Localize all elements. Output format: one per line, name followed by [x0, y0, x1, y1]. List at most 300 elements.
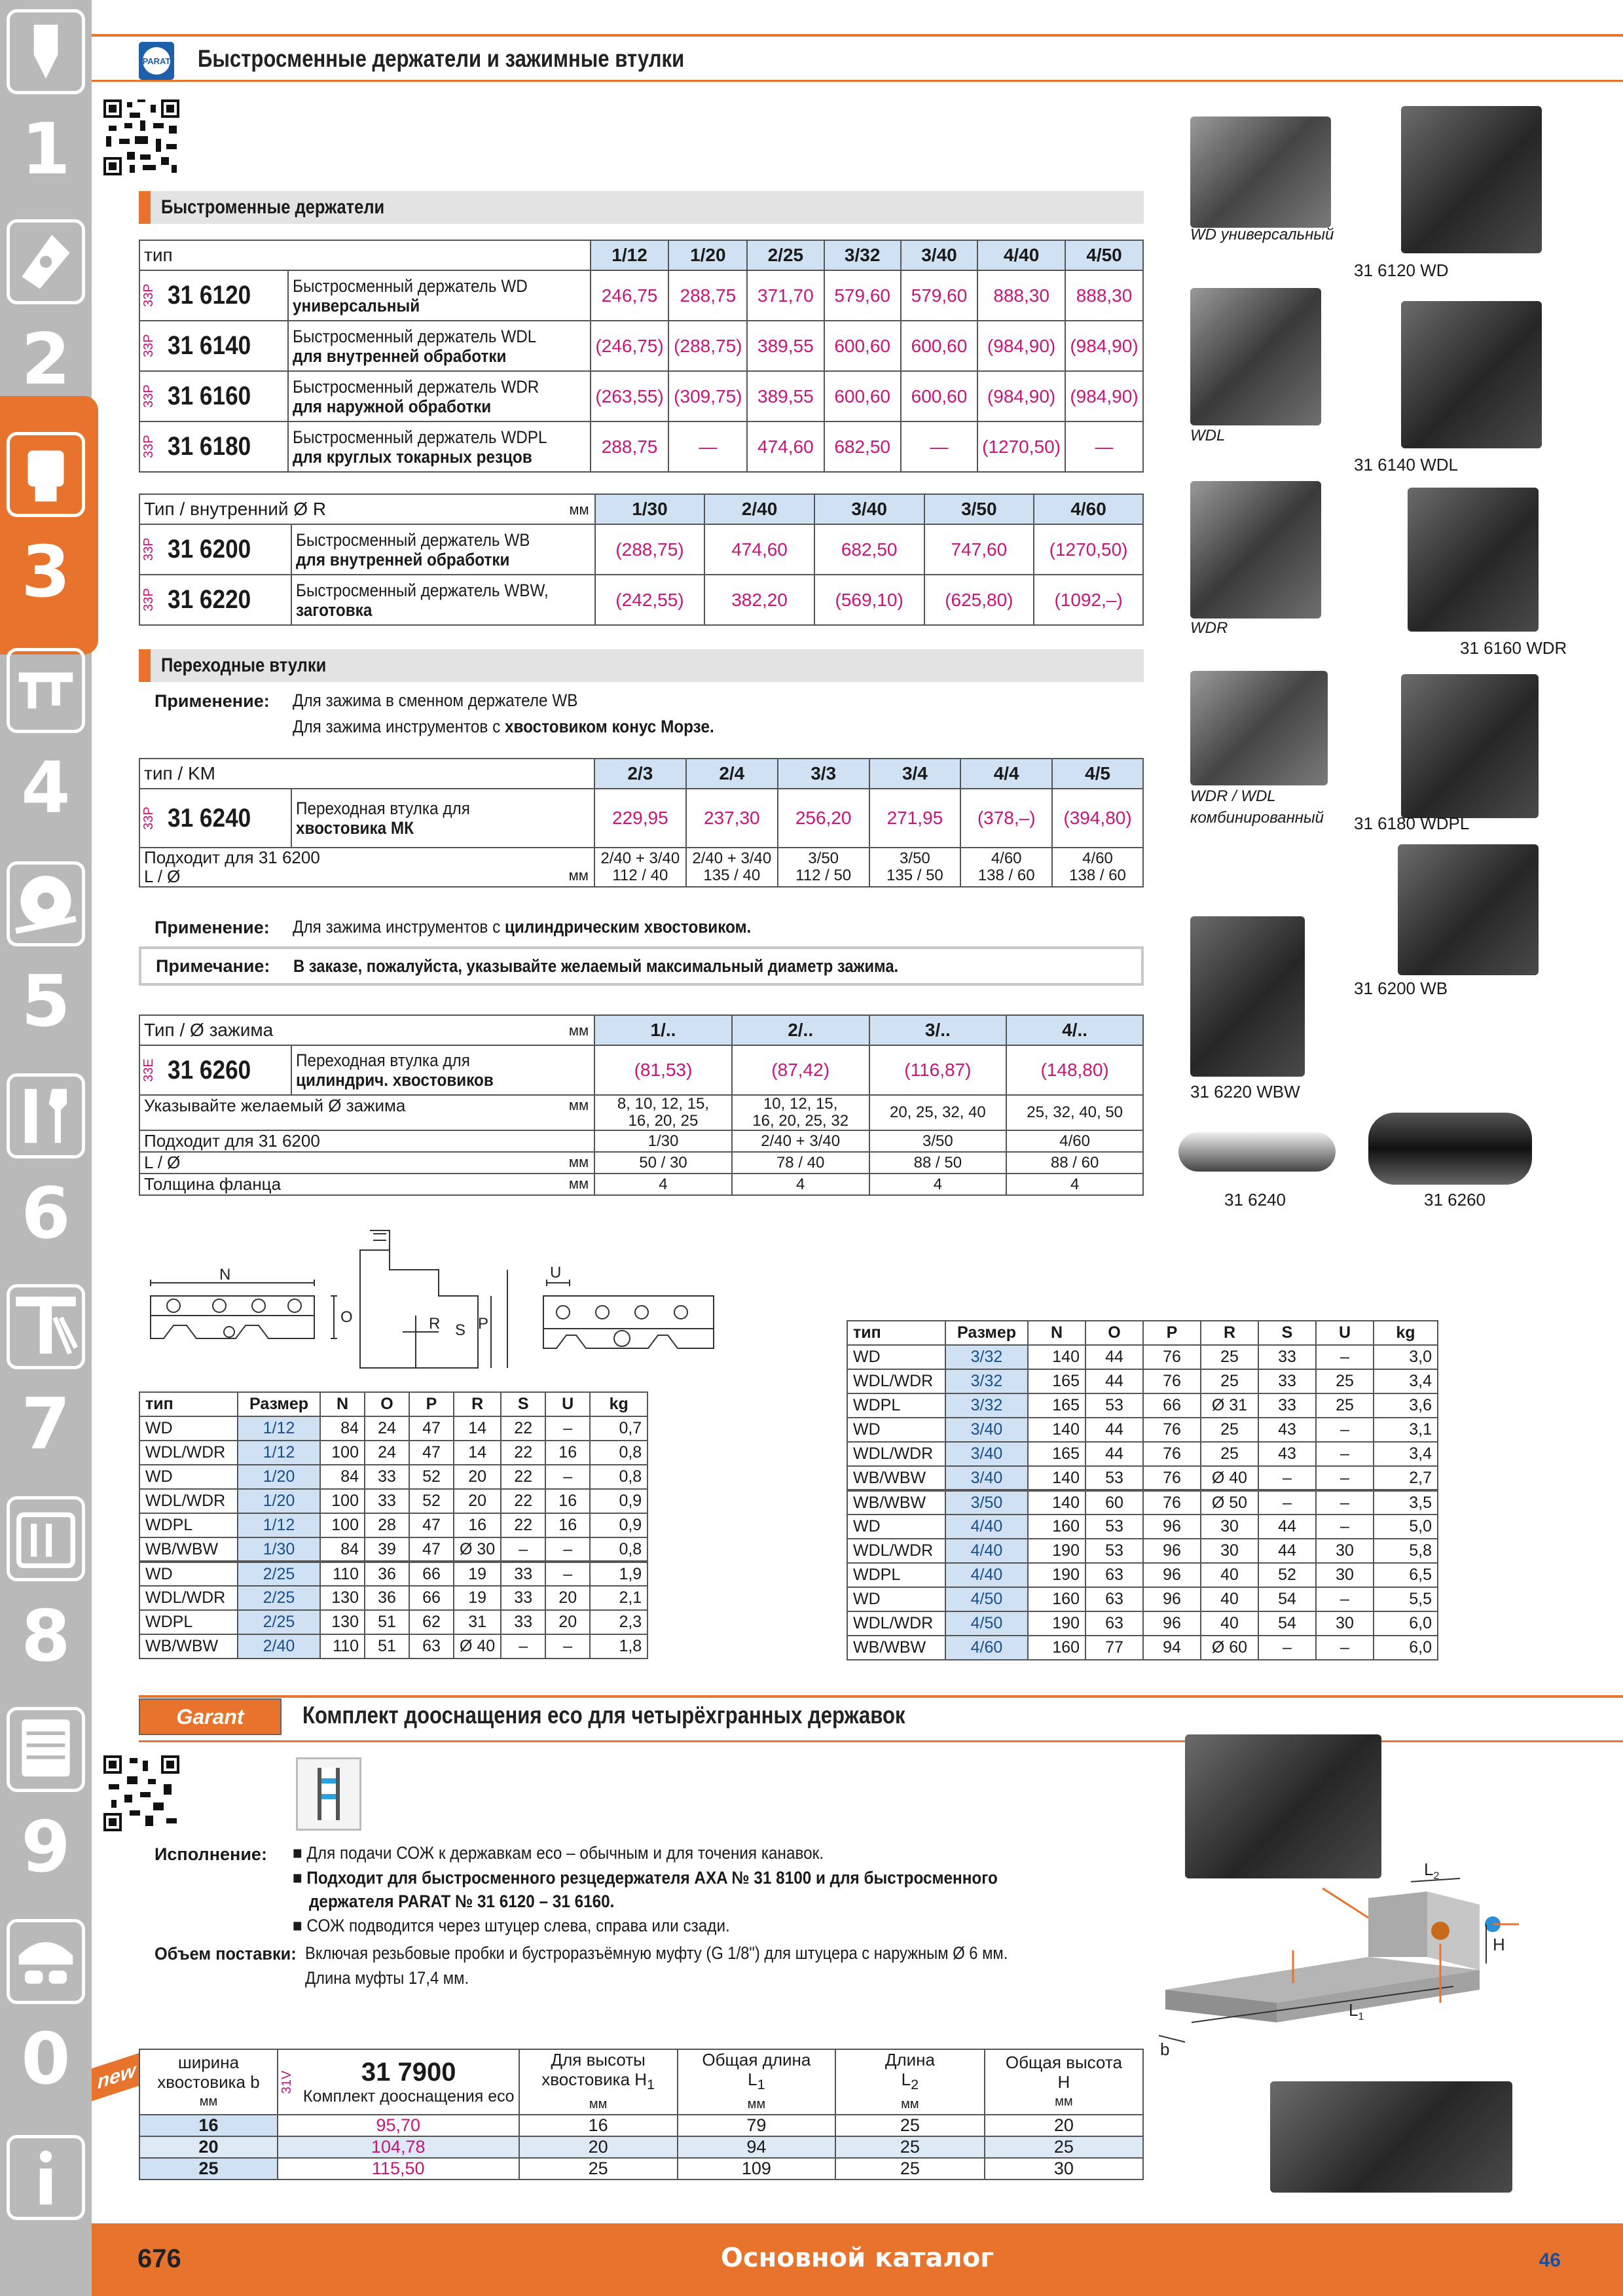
- dims-cell: 140: [1028, 1418, 1085, 1442]
- dims-cell: –: [1316, 1418, 1374, 1442]
- price-cell: (1270,50): [977, 422, 1065, 472]
- header-sub: 1: [647, 2076, 655, 2093]
- price-cell: (1092,–): [1034, 575, 1143, 625]
- section-header-sleeves: [139, 649, 1144, 682]
- col-type: тип / KM: [139, 759, 594, 789]
- dims-cell: 3,0: [1374, 1345, 1438, 1369]
- spec-value-line: 8, 10, 12, 15,: [617, 1095, 710, 1113]
- dims-cell: 19: [454, 1562, 501, 1586]
- ld-value: 112 / 50: [795, 867, 852, 884]
- kit-row[interactable]: [139, 2158, 1143, 2179]
- spec-row: [139, 1130, 1143, 1152]
- dims-cell: 1/20: [238, 1465, 320, 1489]
- dims-cell: 1/12: [238, 1441, 320, 1465]
- sidebar-chapter-number[interactable]: 4: [21, 747, 71, 829]
- insert-icon[interactable]: [7, 219, 85, 304]
- dims-cell: 6,0: [1374, 1611, 1438, 1636]
- dims-row: [847, 1515, 1438, 1539]
- header-unit: мм: [1055, 2094, 1073, 2109]
- dims-col-header: O: [365, 1392, 409, 1416]
- product-row[interactable]: [139, 1045, 1143, 1095]
- price-cell: (81,53): [594, 1045, 732, 1095]
- dims-cell: 51: [365, 1610, 409, 1634]
- parat-logo-text: PARAT: [143, 47, 170, 75]
- dims-cell: 44: [1258, 1539, 1316, 1563]
- dims-cell: 62: [409, 1610, 454, 1634]
- dims-cell: 3/40: [945, 1418, 1028, 1442]
- dims-col-header: P: [1143, 1321, 1201, 1345]
- dims-cell: –: [1316, 1442, 1374, 1466]
- col-size: 1/20: [668, 240, 747, 270]
- kit-cell: 25: [835, 2158, 985, 2179]
- dims-cell: WB/WBW: [847, 1636, 945, 1660]
- product-photo-grooving-holder: [1270, 2081, 1512, 2193]
- table-header-row: [139, 494, 1143, 524]
- dims-cell: 25: [1201, 1369, 1258, 1393]
- dims-cell: 16: [454, 1513, 501, 1537]
- product-description: [291, 789, 594, 848]
- col-size: 2/4: [686, 759, 778, 789]
- header-line: Общая высота: [1005, 2053, 1122, 2073]
- price-cell: (242,55): [595, 575, 705, 625]
- dims-cell: WDL/WDR: [847, 1369, 945, 1393]
- dims-cell: 44: [1085, 1418, 1143, 1442]
- price-cell: 600,60: [824, 321, 901, 371]
- spec-value: [1006, 1174, 1143, 1195]
- catalog-number-cell[interactable]: [139, 575, 291, 625]
- sidebar-chapter-number[interactable]: 8: [21, 1596, 71, 1677]
- photo-caption: 31 6140 WDL: [1354, 455, 1458, 475]
- dims-cell: 22: [501, 1513, 545, 1537]
- product-description: [288, 422, 591, 472]
- product-row[interactable]: [139, 321, 1143, 371]
- application-text-a: Для зажима инструментов с: [293, 717, 505, 736]
- dims-cell: 52: [1258, 1563, 1316, 1587]
- unit-label: мм: [568, 1097, 589, 1113]
- dims-cell: 40: [1201, 1611, 1258, 1636]
- dims-row: [139, 1634, 647, 1659]
- spec-value-line: 16, 20, 25, 32: [752, 1112, 849, 1130]
- product-row[interactable]: [139, 524, 1143, 575]
- kit-cell: 20: [519, 2136, 678, 2158]
- spec-value: [869, 1095, 1007, 1130]
- dims-cell: 14: [454, 1416, 501, 1441]
- dims-row: [139, 1465, 647, 1489]
- ld-value: 135 / 50: [886, 867, 943, 884]
- kit-dim-l1-sub: 1: [1358, 2011, 1364, 2022]
- chuck-icon[interactable]: [7, 432, 85, 517]
- dims-row: [847, 1539, 1438, 1563]
- dims-cell: –: [545, 1537, 590, 1562]
- price-cell: (288,75): [668, 321, 747, 371]
- dims-col-header: S: [501, 1392, 545, 1416]
- header-line: H: [1057, 2072, 1070, 2092]
- catalog-number-cell[interactable]: [139, 524, 291, 575]
- dims-cell: 4/50: [945, 1587, 1028, 1611]
- dims-cell: –: [1316, 1515, 1374, 1539]
- dims-cell: 4/60: [945, 1636, 1028, 1660]
- dims-cell: WD: [139, 1416, 238, 1441]
- dims-cell: 53: [1085, 1539, 1143, 1563]
- safety-icon[interactable]: [7, 1919, 85, 2004]
- dims-cell: 76: [1143, 1490, 1201, 1515]
- price-cell: 288,75: [591, 422, 669, 472]
- fits-value: 3/50: [808, 850, 839, 867]
- cyl-sleeve-price-table: [139, 1014, 1144, 1196]
- new-badge-text: new: [97, 2059, 136, 2094]
- sidebar-chapter-number[interactable]: 1: [21, 109, 71, 190]
- dims-cell: 33: [1258, 1393, 1316, 1418]
- fits-value: 4/60: [1082, 850, 1113, 867]
- table-header-row: [139, 240, 1143, 270]
- header-line: L: [901, 2070, 911, 2089]
- col-size: 2/25: [747, 240, 824, 270]
- dims-cell: 16: [545, 1441, 590, 1465]
- dims-cell: 33: [1258, 1369, 1316, 1393]
- price-cell: 474,60: [747, 422, 824, 472]
- dims-cell: 40: [1201, 1587, 1258, 1611]
- photo-caption: комбинированный: [1190, 809, 1324, 827]
- dims-cell: 31: [454, 1610, 501, 1634]
- fits-value: 4/60: [991, 850, 1022, 867]
- product-row[interactable]: [139, 789, 1143, 848]
- sidebar-chapter-number[interactable]: 2: [21, 319, 71, 401]
- dims-col-header: Размер: [238, 1392, 320, 1416]
- dims-cell: 76: [1143, 1442, 1201, 1466]
- kit-cell: 25: [985, 2136, 1143, 2158]
- product-photo-6220: [1190, 916, 1305, 1077]
- kit-cell: 25: [835, 2115, 985, 2136]
- dims-cell: 25: [1201, 1345, 1258, 1369]
- kit-col-width: [139, 2049, 278, 2115]
- price-cell: (569,10): [814, 575, 924, 625]
- dims-cell: 53: [1085, 1466, 1143, 1490]
- wb-holders-price-table: [139, 493, 1144, 626]
- catalog-number-cell[interactable]: [139, 1045, 291, 1095]
- note-text: В заказе, пожалуйста, указывайте желаемый максимальный диаметр зажима.: [293, 956, 899, 976]
- spec-value-line: 25, 32, 40, 50: [1027, 1103, 1123, 1121]
- spec-value: [1006, 1152, 1143, 1174]
- section-rule-bottom: [139, 1740, 1623, 1742]
- dims-cell: 190: [1028, 1563, 1085, 1587]
- kit-row[interactable]: [139, 2136, 1143, 2158]
- spec-value-line: 10, 12, 15,: [763, 1095, 838, 1113]
- col-size: 1/12: [591, 240, 669, 270]
- photo-caption: 31 6180 WDPL: [1354, 814, 1470, 833]
- header-unit: мм: [901, 2097, 919, 2112]
- catalog-number-cell[interactable]: [139, 321, 288, 371]
- dims-cell: 53: [1085, 1393, 1143, 1418]
- kit-cell: 109: [678, 2158, 835, 2179]
- catalog-number: 31 6140: [168, 331, 251, 360]
- product-photo-wdr-top: [1190, 481, 1321, 619]
- price-cell: 389,55: [747, 321, 824, 371]
- dims-header-row: [139, 1392, 647, 1416]
- price-cell: (625,80): [924, 575, 1034, 625]
- page-footer: [92, 2223, 1623, 2296]
- header-line: Общая длина: [702, 2050, 811, 2070]
- kit-dim-b: b: [1160, 2039, 1170, 2059]
- caliper-icon[interactable]: [7, 648, 85, 733]
- dims-cell: 33: [501, 1562, 545, 1586]
- dims-row: [847, 1636, 1438, 1660]
- sidebar-chapter-number[interactable]: 3: [21, 531, 71, 613]
- catalog-number-cell[interactable]: [139, 270, 288, 321]
- kit-price-cell: 104,78: [278, 2136, 519, 2158]
- dims-cell: 54: [1258, 1611, 1316, 1636]
- dims-cell: 84: [320, 1416, 365, 1441]
- dims-cell: 100: [320, 1441, 365, 1465]
- price-cell: 600,60: [901, 371, 977, 422]
- dims-cell: WB/WBW: [139, 1537, 238, 1562]
- sidebar-chapter-number[interactable]: 5: [21, 961, 71, 1043]
- dims-cell: WD: [847, 1418, 945, 1442]
- dims-cell: 0,8: [590, 1441, 647, 1465]
- col-size: 4/40: [977, 240, 1065, 270]
- kit-header-row: [139, 2049, 1143, 2115]
- dims-row: [139, 1562, 647, 1586]
- product-row[interactable]: [139, 371, 1143, 422]
- kit-dim-l1: L: [1349, 2000, 1359, 2020]
- kit-col-length: [835, 2049, 985, 2115]
- fits-value: 3/50: [900, 850, 930, 867]
- bullet-text: Подходит для быстросменного резцедержателя AXA № 31 8100 и для быстросменного: [306, 1868, 998, 1888]
- dims-cell: 3,4: [1374, 1442, 1438, 1466]
- header-line: Длина: [884, 2050, 935, 2070]
- sidebar-chapter-number[interactable]: 6: [21, 1173, 71, 1255]
- dims-cell: WD: [139, 1465, 238, 1489]
- product-row[interactable]: [139, 270, 1143, 321]
- spec-value-line: 50 / 30: [639, 1153, 687, 1172]
- dims-row: [139, 1586, 647, 1610]
- dims-cell: 40: [1201, 1563, 1258, 1587]
- col-type: [139, 1015, 594, 1045]
- dims-cell: 4/40: [945, 1515, 1028, 1539]
- description-line: Переходная втулка для: [295, 798, 470, 818]
- dims-row: [847, 1418, 1438, 1442]
- price-cell: 579,60: [824, 270, 901, 321]
- price-cell: 600,60: [824, 371, 901, 422]
- dims-cell: 2/25: [238, 1586, 320, 1610]
- dims-cell: –: [1316, 1345, 1374, 1369]
- dims-cell: 47: [409, 1441, 454, 1465]
- spec-label: Указывайте желаемый Ø зажима мм: [139, 1095, 594, 1130]
- header-unit: мм: [589, 2097, 608, 2112]
- qr-code-icon[interactable]: [103, 99, 179, 175]
- kit-cell: 94: [678, 2136, 835, 2158]
- dims-cell: –: [1316, 1587, 1374, 1611]
- dims-cell: –: [545, 1634, 590, 1659]
- dims-cell: 94: [1143, 1636, 1201, 1660]
- catalog-number: 31 6180: [168, 432, 251, 461]
- ld-value: 112 / 40: [612, 867, 668, 884]
- dims-cell: 47: [409, 1513, 454, 1537]
- kit-row[interactable]: [139, 2115, 1143, 2136]
- dims-cell: 24: [365, 1416, 409, 1441]
- col-size: 1/30: [595, 494, 705, 524]
- dims-cell: 130: [320, 1586, 365, 1610]
- kit-price-table: [139, 2049, 1144, 2180]
- dims-cell: 1/12: [238, 1416, 320, 1441]
- qr-code-icon[interactable]: [103, 1755, 179, 1831]
- header-line: хвостовика H: [541, 2070, 647, 2089]
- application-label: Применение:: [155, 691, 270, 711]
- dims-cell: WB/WBW: [139, 1634, 238, 1659]
- price-cell: 237,30: [686, 789, 778, 848]
- spec-value-line: 88 / 60: [1050, 1153, 1099, 1172]
- spec-value-line: 1/30: [647, 1132, 679, 1150]
- dims-row: [139, 1416, 647, 1441]
- product-description: [291, 524, 595, 575]
- fits-cell: [960, 848, 1052, 887]
- description-line-bold: для наружной обработки: [293, 396, 492, 416]
- dims-row: [847, 1442, 1438, 1466]
- dims-cell: 96: [1143, 1563, 1201, 1587]
- catalog-number: 31 6120: [168, 281, 251, 310]
- dims-cell: 14: [454, 1441, 501, 1465]
- kit-cell: 79: [678, 2115, 835, 2136]
- dims-row: [847, 1587, 1438, 1611]
- dims-cell: 33: [501, 1586, 545, 1610]
- fits-row: [139, 848, 1143, 887]
- ld-label: L / Ø: [144, 867, 181, 886]
- bullet-item: ■ Подходит для быстросменного резцедержателя AXA № 31 8100 и для быстросменного: [293, 1868, 998, 1888]
- col-type: тип: [139, 240, 591, 270]
- description-line-bold: универсальный: [293, 295, 420, 315]
- dims-row: [847, 1466, 1438, 1490]
- product-photo-wd-top: [1190, 117, 1331, 228]
- dims-cell: 140: [1028, 1490, 1085, 1515]
- kit-title: Комплект дооснащения eco для четырёхгранных державок: [302, 1702, 905, 1729]
- dims-cell: 4/40: [945, 1539, 1028, 1563]
- price-cell: 888,30: [977, 270, 1065, 321]
- drill-icon[interactable]: [7, 9, 85, 94]
- kit-dim-l2-sub: 2: [1433, 1871, 1440, 1882]
- dims-col-header: kg: [590, 1392, 647, 1416]
- dims-cell: 96: [1143, 1587, 1201, 1611]
- col-size: 1/..: [594, 1015, 732, 1045]
- wrench-icon[interactable]: [7, 1073, 85, 1158]
- pliers-icon[interactable]: [7, 1284, 85, 1369]
- catalog-number-cell[interactable]: [139, 422, 288, 472]
- dims-col-header: N: [1028, 1321, 1085, 1345]
- info-icon[interactable]: [7, 2135, 85, 2220]
- photo-caption: WDR: [1190, 619, 1228, 637]
- dims-cell: 5,0: [1374, 1515, 1438, 1539]
- dims-cell: 3,1: [1374, 1418, 1438, 1442]
- spec-value: [869, 1130, 1007, 1152]
- dims-cell: 63: [1085, 1611, 1143, 1636]
- product-row[interactable]: [139, 575, 1143, 625]
- photo-caption: WDL: [1190, 427, 1226, 444]
- dims-row: [139, 1537, 647, 1562]
- cabinet-icon[interactable]: [7, 1707, 85, 1792]
- saw-icon[interactable]: [7, 861, 85, 946]
- header-rule: [92, 34, 1623, 37]
- tools-icon[interactable]: [7, 1496, 85, 1581]
- dim-label-n: N: [219, 1266, 231, 1283]
- catalog-number-cell[interactable]: [139, 789, 291, 848]
- col-size: 3/40: [901, 240, 977, 270]
- price-cell: —: [668, 422, 747, 472]
- spec-value-line: 20, 25, 32, 40: [889, 1103, 986, 1121]
- catalog-badge: 31V: [279, 2070, 294, 2094]
- dims-cell: 43: [1258, 1418, 1316, 1442]
- dims-cell: 165: [1028, 1442, 1085, 1466]
- catalog-number-cell[interactable]: [139, 371, 288, 422]
- kit-cell: 30: [985, 2158, 1143, 2179]
- dims-cell: 2/25: [238, 1610, 320, 1634]
- dims-cell: –: [1316, 1490, 1374, 1515]
- dims-cell: WD: [139, 1562, 238, 1586]
- bullet-item: ■ СОЖ подводится через штуцер слева, справа или сзади.: [293, 1916, 730, 1935]
- description-line-bold: хвостовика МК: [295, 818, 414, 838]
- kit-cell: 25: [835, 2136, 985, 2158]
- header-line: Для высоты: [551, 2050, 646, 2070]
- spec-value: [594, 1174, 732, 1195]
- garant-logo: [139, 1698, 282, 1735]
- dims-cell: 33: [1258, 1345, 1316, 1369]
- product-row[interactable]: [139, 422, 1143, 472]
- ld-value: 135 / 40: [703, 867, 761, 884]
- spec-value-line: 4: [659, 1175, 668, 1193]
- dimension-drawing: [137, 1217, 746, 1388]
- sidebar-chapter-number[interactable]: 7: [21, 1384, 71, 1465]
- col-size: 4/..: [1006, 1015, 1143, 1045]
- dims-col-header: P: [409, 1392, 454, 1416]
- fits-label-cell: [139, 848, 594, 887]
- col-size: 4/60: [1034, 494, 1143, 524]
- col-size: 2/3: [594, 759, 686, 789]
- application-text: Для зажима в сменном держателе WB: [293, 691, 578, 710]
- photo-caption: 31 6120 WD: [1354, 260, 1449, 280]
- dims-cell: 28: [365, 1513, 409, 1537]
- catalog-badge: 33P: [141, 334, 156, 358]
- dims-cell: WDPL: [847, 1393, 945, 1418]
- sidebar-chapter-number[interactable]: 0: [21, 2018, 71, 2100]
- execution-label: Исполнение:: [155, 1844, 267, 1864]
- fits-cell: [869, 848, 961, 887]
- dims-cell: 4/50: [945, 1611, 1028, 1636]
- dims-col-header: U: [1316, 1321, 1374, 1345]
- kit-cell: 16: [139, 2115, 278, 2136]
- col-size: 3/32: [824, 240, 901, 270]
- dims-cell: 36: [365, 1562, 409, 1586]
- sidebar-chapter-number[interactable]: 9: [21, 1806, 71, 1888]
- kit-code-desc: Комплект дооснащения eco: [302, 2087, 515, 2106]
- price-cell: 246,75: [591, 270, 669, 321]
- product-description: [288, 321, 591, 371]
- dims-cell: 3,6: [1374, 1393, 1438, 1418]
- dims-cell: Ø 40: [454, 1634, 501, 1659]
- dims-cell: 25: [1316, 1393, 1374, 1418]
- dims-cell: 51: [365, 1634, 409, 1659]
- kit-dim-h: H: [1493, 1935, 1505, 1954]
- dims-cell: 140: [1028, 1345, 1085, 1369]
- dims-cell: –: [501, 1634, 545, 1659]
- application-text-3: [293, 916, 751, 938]
- product-description: [288, 371, 591, 422]
- unit-label: мм: [568, 867, 589, 884]
- spec-value: [1006, 1130, 1143, 1152]
- product-photo-6200: [1398, 844, 1539, 975]
- dims-cell: 1,8: [590, 1634, 647, 1659]
- dims-cell: WDL/WDR: [847, 1539, 945, 1563]
- dims-row: [847, 1611, 1438, 1636]
- dims-cell: 22: [501, 1489, 545, 1513]
- spec-label: Подходит для 31 6200: [139, 1130, 594, 1152]
- dims-cell: 3,4: [1374, 1369, 1438, 1393]
